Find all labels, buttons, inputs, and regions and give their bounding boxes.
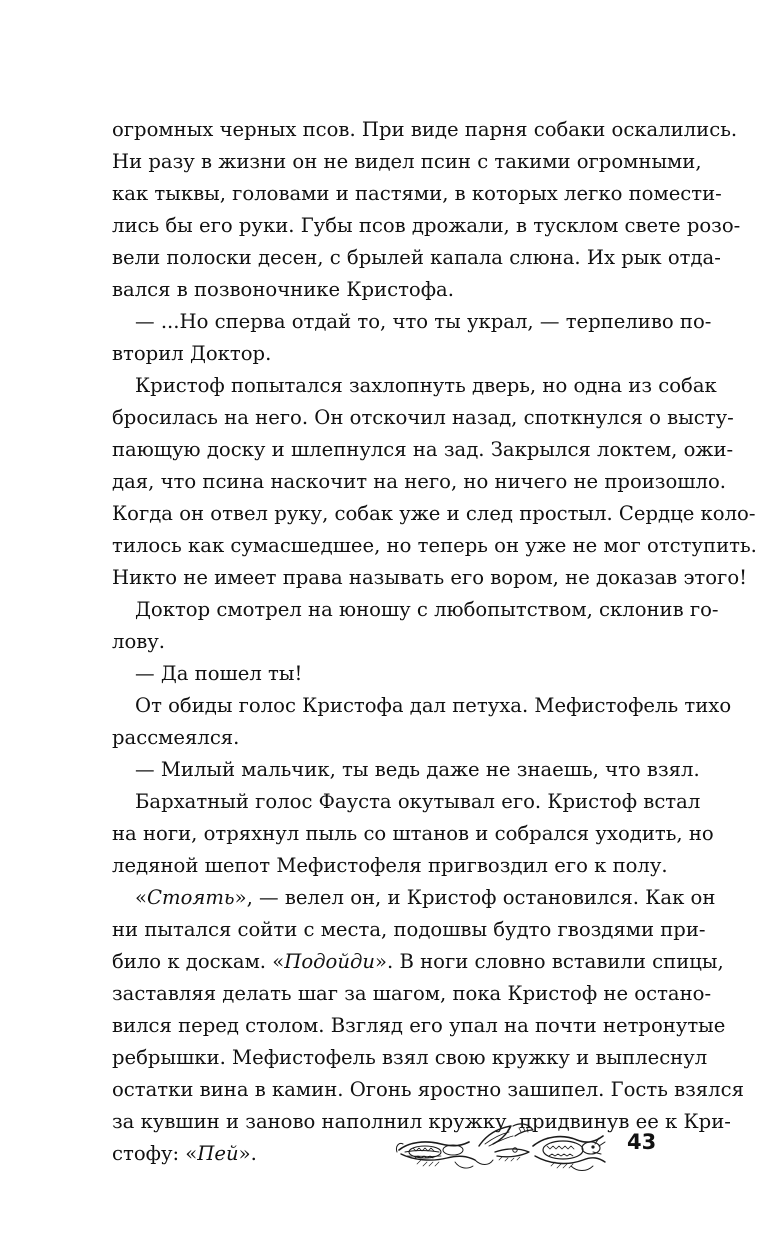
text-line-content: — ...Но сперва отдай то, что ты украл, — терпеливо по- [135, 310, 712, 333]
text-line-content: ». [238, 1142, 257, 1165]
italic-word: Пей [197, 1142, 239, 1165]
quote-open: « [135, 886, 147, 909]
paragraph-4 [112, 594, 719, 658]
text-line [112, 946, 724, 978]
text-line-content: От обиды голос Кристофа дал петуха. Мефистофель тихо [135, 694, 732, 717]
text-line: Ни разу в жизни он не видел псин с такими огромными, [112, 150, 702, 173]
engraved-ornament-icon [395, 1116, 609, 1176]
text-line [112, 786, 701, 818]
text-line [112, 658, 658, 690]
italic-word: Подойди [284, 950, 376, 973]
text-line-content: ». В ноги словно вставили спицы, [375, 950, 724, 973]
text-line: Когда он отвел руку, собак уже и след простыл. Сердце коло- [112, 502, 756, 525]
text-line-content: Доктор смотрел на юношу с любопытством, склонив го- [135, 598, 719, 621]
text-line: рассмеялся. [112, 726, 240, 749]
text-line: бросилась на него. Он отскочил назад, споткнулся о высту- [112, 406, 734, 429]
text-line: вторил Доктор. [112, 342, 272, 365]
text-line: лову. [112, 630, 166, 653]
text-line: на ноги, отряхнул пыль со штанов и собрался уходить, но [112, 822, 714, 845]
text-line: ледяной шепот Мефистофеля пригвоздил его к полу. [112, 854, 668, 877]
text-line-content: », — велел он, и Кристоф остановился. Как он [234, 886, 716, 909]
page-number: 43 [627, 1130, 657, 1154]
paragraph-5 [112, 658, 658, 690]
text-line [112, 594, 719, 626]
text-line-content: — Милый мальчик, ты ведь даже не знаешь, что взял. [135, 758, 700, 781]
text-line: ни пытался сойти с места, подошвы будто гвоздями при- [112, 918, 706, 941]
text-line: пающую доску и шлепнулся на зад. Закрылся локтем, ожи- [112, 438, 734, 461]
text-line-content: било к доскам. « [112, 950, 285, 973]
text-line [112, 690, 732, 722]
text-line [112, 306, 712, 338]
text-line: огромных черных псов. При виде парня собаки оскалились. [112, 118, 738, 141]
text-line: заставляя делать шаг за шагом, пока Кристоф не остано- [112, 982, 712, 1005]
text-line: вился перед столом. Взгляд его упал на почти нетронутые [112, 1014, 726, 1037]
paragraph-3 [112, 370, 757, 594]
page-text [112, 114, 757, 1170]
text-line: за кувшин и заново наполнил кружку, придвинув ее к Кри- [112, 1110, 731, 1133]
text-line-content: Бархатный голос Фауста окутывал его. Кристоф встал [135, 790, 701, 813]
page-footer [395, 1116, 667, 1176]
text-line: как тыквы, головами и пастями, в которых легко помести- [112, 182, 722, 205]
text-line-content: стофу: « [112, 1142, 198, 1165]
paragraph-6 [112, 690, 732, 754]
text-line: Никто не имеет права называть его вором, не доказав этого! [112, 566, 747, 589]
text-line [112, 754, 700, 786]
paragraph-8 [112, 786, 714, 882]
text-line [112, 882, 716, 914]
text-line: вели полоски десен, с брылей капала слюна. Их рык отда- [112, 246, 721, 269]
text-line: дая, что псина наскочит на него, но ничего не произошло. [112, 470, 726, 493]
text-line: остатки вина в камин. Огонь яростно зашипел. Гость взялся [112, 1078, 744, 1101]
text-line [112, 370, 717, 402]
text-line: лись бы его руки. Губы псов дрожали, в тусклом свете розо- [112, 214, 741, 237]
text-line: ребрышки. Мефистофель взял свою кружку и выплеснул [112, 1046, 708, 1069]
text-line-content: — Да пошел ты! [135, 662, 303, 685]
text-line: вался в позвоночнике Кристофа. [112, 278, 454, 301]
text-line-content: Кристоф попытался захлопнуть дверь, но одна из собак [135, 374, 717, 397]
paragraph-2 [112, 306, 712, 370]
text-line: тилось как сумасшедшее, но теперь он уже не мог отступить. [112, 534, 757, 557]
paragraph-1 [112, 114, 741, 306]
italic-word: Стоять [147, 886, 235, 909]
paragraph-7 [112, 754, 700, 786]
